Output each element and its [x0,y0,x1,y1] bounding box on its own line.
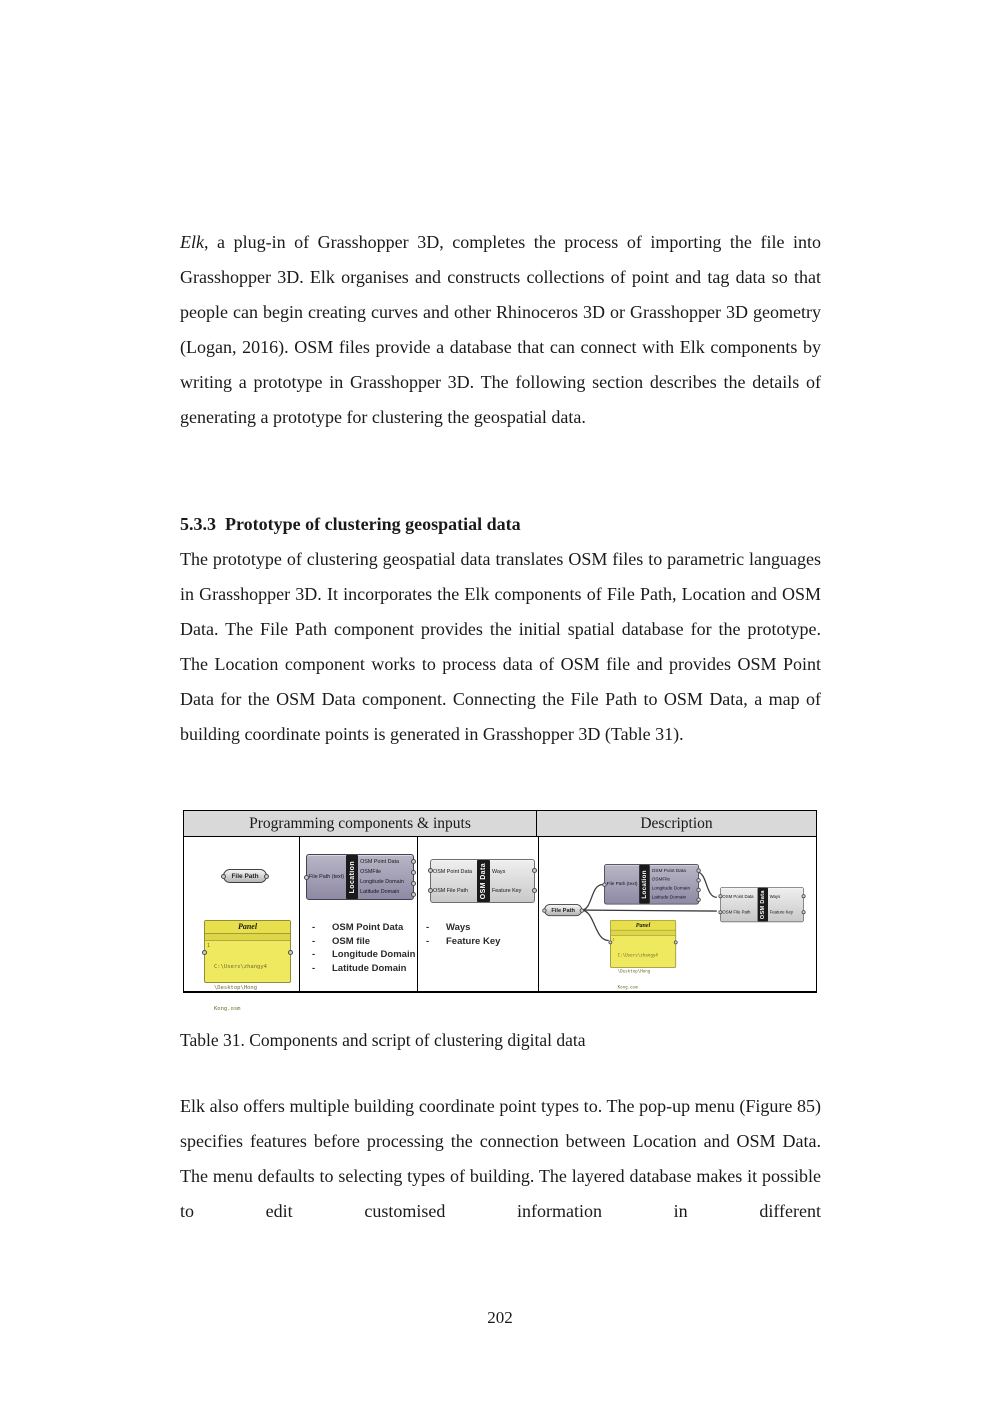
location-outputs [650,865,698,904]
location-input-list: - OSM Point Data - OSM file - Longitude Domain - Latitude Domain [312,922,416,974]
panel-path-line: \Desktop\Hong [617,969,651,974]
table-header-description: Description [640,814,713,832]
panel-component [204,920,291,1012]
table-caption: Table 31. Components and script of clustering digital data [180,1029,586,1050]
location-output-label: Latitude Domain [360,889,400,895]
output-nub [696,878,700,882]
osm-data-output-label: Ways [769,894,781,900]
output-nub [674,941,678,945]
list-item: OSM file [332,935,371,947]
cell-location [300,837,418,991]
list-item: Feature Key [446,935,501,947]
input-nub [608,941,612,945]
output-nub [411,892,416,897]
cell-description-diagram [539,837,816,991]
panel-strip [205,934,290,941]
table-body-row [183,837,817,1012]
section-number: 5.3.3 [180,514,216,534]
input-nub [602,882,606,886]
output-nub [696,868,700,872]
paragraph-intro-text: , a plug-in of Grasshopper 3D, completes the process of importing the file into Grasshopper 3D. Elk organises and constructs collections of point and tag data so that people can begin creating curves and other Rhinoceros 3D or Grasshopper 3D geometry (Logan, 2016). OSM files provide a database that can connect with Elk components by writing a prototype in Grasshopper 3D. The following section describes the details of generating a prototype for clustering the geospatial data. [180,232,821,427]
table-header-row [183,810,817,837]
location-output-label: OSMFile [651,877,671,883]
panel-line-number: 1 [612,937,615,943]
panel-path-line: C:\Users\zhangy4 [214,964,267,970]
list-item: Longitude Domain [332,949,416,960]
paragraph-intro [180,225,821,435]
panel-text [611,936,676,1001]
cell-osm-data [418,837,539,991]
osm-data-tag: OSM Data [758,888,768,922]
input-nub [718,894,722,898]
osm-data-tag: OSM Data [477,860,490,902]
location-tag: Location [346,855,358,899]
location-output-label: Latitude Domain [651,894,687,901]
osm-data-output-label: Feature Key [769,909,794,915]
table-header-components: Programming components & inputs [184,811,537,836]
panel-line-number: 1 [207,943,211,949]
panel-title: Panel [205,921,290,934]
osm-data-outputs [490,860,534,902]
paragraph-elk-offers: Elk also offers multiple building coordinate point types to. The pop-up menu (Figure 85) specifies features before processing the connection between Location and OSM Data. The menu defaults to selecting types of building. The layered database makes it possible to edit customised information in different [180,1096,821,1221]
osm-data-input-label: OSM Point Data [722,894,754,900]
location-component [306,854,414,900]
output-nub [802,894,806,898]
file-path-label: File Path [231,872,259,880]
section-heading [180,507,821,542]
output-nub [288,950,293,955]
elk-italic-lead: Elk [180,232,204,252]
location-outputs [358,855,413,899]
output-nub [696,888,700,892]
output-nub [696,897,700,901]
output-nub [411,881,416,886]
osm-data-output-label: Ways [492,868,506,875]
table-31 [183,810,817,1012]
location-output-label: Longitude Domain [360,879,404,885]
location-input-label: File Path (text) [606,881,638,887]
list-item: OSM Point Data [332,922,404,933]
location-input-label: File Path (text) [309,874,345,880]
output-nub [411,870,416,875]
panel-text [205,941,290,1027]
location-output-label: OSM Point Data [651,868,686,874]
location-tag: Location [639,865,650,904]
input-nub [428,868,433,873]
osm-data-inputs [431,860,477,902]
panel-path-line: C:\Users\zhangy4 [617,953,658,958]
input-nub [428,888,433,893]
location-output-label: OSMFile [360,869,382,875]
panel-path-line: \Desktop\Hong [214,985,258,991]
input-nub [202,950,207,955]
output-nub [580,908,584,912]
osm-data-input-label: OSM Point Data [433,868,472,875]
osm-data-output-list: - Ways - Feature Key [426,922,501,947]
list-item: Latitude Domain [332,962,407,974]
osm-data-input-label: OSM File Path [722,909,751,915]
location-component [604,864,699,904]
cell-file-path [184,837,300,1012]
panel-title: Panel [611,921,676,931]
output-nub [411,859,416,864]
osm-data-output-label: Feature Key [492,887,522,894]
paragraph-prototype: The prototype of clustering geospatial data translates OSM files to parametric languages in Grasshopper 3D. It incorporates the Elk components of File Path, Location and OSM Data. The File Path component provides the initial spatial database for the prototype. The Location component works to process data of OSM file and provides OSM Point Data for the OSM Data component. Connecting the File Path to OSM Data, a map of building coordinate points is generated in Grasshopper 3D (Table 31). [180,549,821,744]
osm-data-input-label: OSM File Path [433,887,469,894]
input-nub [542,908,546,912]
output-nub [802,910,806,914]
file-path-component [223,869,267,883]
panel-path-line: Kong.osm [617,985,638,990]
panel-path-line: Kong.osm [214,1006,241,1012]
input-nub [304,875,309,880]
list-item: Ways [446,922,471,933]
output-nub [532,868,537,873]
input-nub [718,910,722,914]
input-nub [221,874,226,879]
location-output-label: Longitude Domain [651,886,691,892]
page-number: 202 [487,1308,513,1327]
section-title: Prototype of clustering geospatial data [225,514,521,534]
osm-data-inputs [721,888,758,922]
output-nub [532,888,537,893]
output-nub [264,874,269,879]
location-output-label: OSM Point Data [360,859,400,865]
osm-data-component [720,887,804,922]
osm-data-component [430,859,535,903]
file-path-component [544,904,582,916]
panel-component [610,920,676,990]
file-path-label: File Path [551,907,575,914]
osm-data-outputs [768,888,803,922]
